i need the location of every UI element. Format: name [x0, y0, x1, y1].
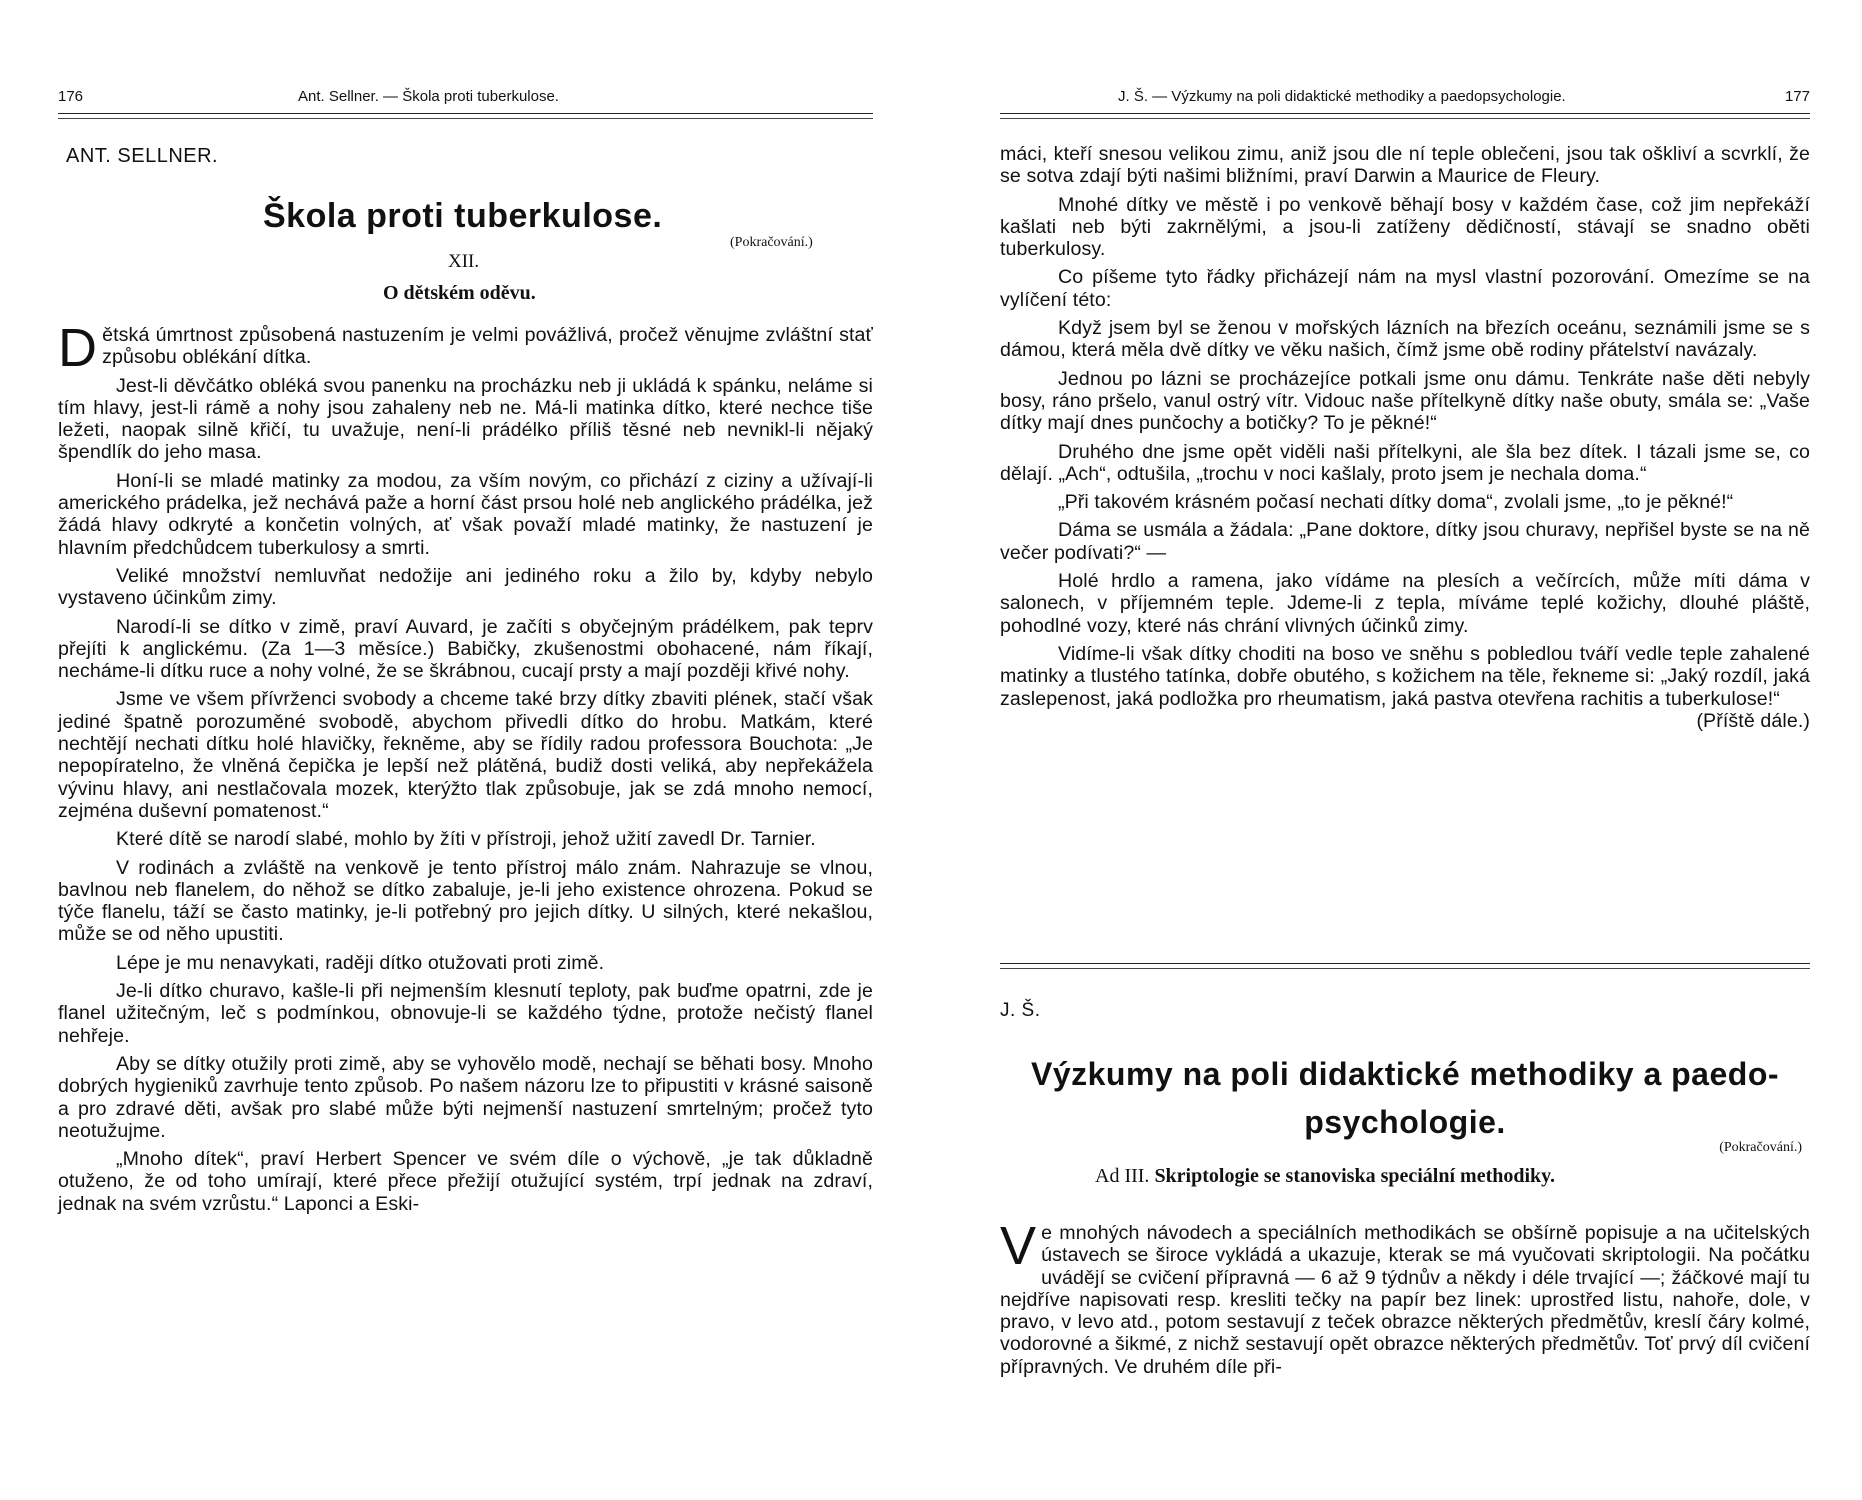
paragraph: Mnohé dítky ve městě i po venkově běhají bosy v každém čase, což jim nepřekáží kašlati neb býti zakrnělými, a jsou-li zatíženy dědičností, stávají se snadno oběti tuberkulosy.	[1000, 193, 1810, 261]
paragraph-text: e mnohých návodech a speciálních methodikách se obšírně popisuje a na učitelských ústavech se široce vykládá a ukazuje, kterak se má vyučovati skriptologii. Na počátku uvádějí se cvičení přípravná — 6 až 9 týdnův a někdy i déle trvající —; žáčkové mají tu nejdříve napisovati resp. kresliti tečky na papír bez linek: uprostřed listu, nahoře, dole, v pravo, v levo atd., potom sestavují z teček obrazce některých předmětův, kreslí čáry kolmé, vodorovné a šikmé, z nichž sestavují opět obrazce některých předmětův. Toť prvý díl cvičení přípravných. Ve druhém díle při-	[1000, 1222, 1810, 1378]
right-body-upper	[1000, 143, 1810, 732]
paragraph: Veliké množství nemluvňat nedožije ani jediného roku a žilo by, kdyby nebylo vystaveno účinkům zimy.	[58, 564, 873, 610]
paragraph: Jsme ve všem přívrženci svobody a chceme také brzy dítky zbaviti plének, stačí však jediné špatně porozuměné svobodě, abychom přivedli dítko do hrobu. Matkám, které nechtějí nechati dítku holé hlavičky, řekněme, aby se řídily radou professora Bouchota: „Je nepopíratelno, že vlněná čepička je lepší než plátěná, budiž dosti veliká, aby nepřekážela vývinu hlavy, ani nestlačovala mozek, kterýžto tlak způsobuje, jak se zdá mnoho nemocí, zejména duševní pomatenost.“	[58, 688, 873, 822]
article-author: ANT. SELLNER.	[66, 145, 219, 167]
paragraph-text: Vidíme-li však dítky choditi na boso ve sněhu s pobledlou tváří vedle teple zahalené matinky a tlustého tatínka, dobře obutého, s kožichem na těle, řekneme si: „Jaký rozdíl, jaká zaslepenost, jaká podložka pro rheumatism, jaká pastva otevřena rachitis a tuberkulose!“	[1000, 642, 1810, 710]
left-header-rule	[58, 113, 873, 119]
article-separator-rule	[1000, 963, 1810, 969]
paragraph: Je-li dítko churavo, kašle-li při nejmenším klesnutí teploty, pak buďme opatrni, zde je flanel užitečným, leč s podmínkou, obnovuje-li se každého týdne, protože nečistý flanel nehřeje.	[58, 980, 873, 1047]
paragraph: Druhého dne jsme opět viděli naši přítelkyni, ale šla bez dítek. I tázali jsme se, co dělají. „Ach“, odtušila, „trochu v noci kašlaly, proto jsem je nechala doma.“	[1000, 440, 1810, 485]
paragraph: Aby se dítky otužily proti zimě, aby se vyhovělo modě, nechají se běhati bosy. Mnoho dobrých hygieniků zavrhuje tento způsob. Po našem názoru lze to připustiti v krásné saisoně a pro zdravé děti, avšak pro slabé může býti nejmenší nastuzení smrtelným; pročež tyto neotužujme.	[58, 1052, 873, 1142]
paragraph: V rodinách a zvláště na venkově je tento přístroj málo znám. Nahrazuje se vlnou, bavlnou neb flanelem, do něhož se dítko zabaluje, je-li jeho existence ohrozena. Pokud se týče flanelu, táží se často matinky, je-li potřebný pro jejich dítky. U silných, které nekašlou, může se od něho upustiti.	[58, 856, 873, 946]
section-prefix: Ad III.	[1095, 1165, 1150, 1187]
paragraph: „Při takovém krásném počasí nechati dítky doma“, zvolali jsme, „to je pěkné!“	[1058, 491, 1734, 514]
paragraph: Lépe je mu nenavykati, raději dítko otužovati proti zimě.	[116, 951, 605, 974]
right-header-rule	[1000, 113, 1810, 119]
second-article-title: Výzkumy na poli didaktické methodiky a paedo-psychologie.	[1030, 1056, 1780, 1140]
paragraph: Které dítě se narodí slabé, mohlo by žíti v přístroji, jehož užití zavedl Dr. Tarnier.	[116, 828, 816, 851]
right-page-number: 177	[1784, 88, 1810, 105]
paragraph-text: ětská úmrtnost způsobená nastuzením je velmi povážlivá, pročež věnujme zvláštní stať způsobu oblékání dítka.	[102, 324, 873, 369]
paragraph: Jest-li děvčátko obléká svou panenku na procházku neb ji ukládá k spánku, neláme si tím hlavy, jest-li rámě a nohy jsou zahaleny neb ne. Má-li matinka dítko, které nechce tiše ležeti, naopak silně křičí, tu uvažuje, není-li prádélko příliš těsné neb nevnikl-li nějaký špendlík do jeho masa.	[58, 374, 873, 464]
paragraph: Holé hrdlo a ramena, jako vídáme na plesích a večírcích, může míti dáma v salonech, v příjemném teple. Jdeme-li z tepla, míváme teplé kožichy, dlouhé pláště, pohodlné vozy, které nás chrání vlivných účinků zimy.	[1000, 570, 1810, 637]
paragraph	[1000, 1216, 1810, 1378]
paragraph: máci, kteří snesou velikou zimu, aniž jsou dle ní teple oblečeni, jsou tak oškliví a scvrklí, že se sotva zdají býti našimi bližními, praví Darwin a Maurice de Fleury.	[1000, 143, 1810, 188]
right-running-head: J. Š. — Výzkumy na poli didaktické methodiky a paedopsychologie.	[1118, 88, 1566, 105]
paragraph: Dáma se usmála a žádala: „Pane doktore, dítky jsou churavy, nepřišel byste se na ně večer podívati?“ —	[1000, 519, 1810, 564]
paragraph	[58, 318, 873, 378]
second-continued-note: (Pokračování.)	[1719, 1140, 1802, 1155]
paragraph: Honí-li se mladé matinky za modou, za vším novým, co přichází z ciziny a užívají-li amerického prádelka, jež nechává paže a horní část prsou holé neb anglického prádélka, jež žádá hlavy odkryté a končetin volných, ať však považí mladé matinky, že nastuzení je hlavním předchůdcem tuberkulosy a smrti.	[58, 469, 873, 559]
drop-cap: D	[58, 318, 98, 378]
next-issue-note: (Příště dále.)	[1696, 709, 1810, 732]
right-page	[1000, 0, 1810, 1500]
paragraph: Když jsem byl se ženou v mořských lázních na březích oceánu, seznámili jsme se s dámou, která měla dvě dítky ve věku našich, čímž jsme obě rodiny přátelství navázaly.	[1000, 317, 1810, 362]
left-running-head: Ant. Sellner. — Škola proti tuberkulose.	[298, 88, 559, 105]
paragraph	[1000, 642, 1810, 732]
right-body-lower	[1000, 1216, 1810, 1384]
paragraph: Jednou po lázni se procházejíce potkali jsme onu dámu. Tenkráte naše děti nebyly bosy, ráno pršelo, vanul ostrý vítr. Vidouc naše přítelkyně dítky naše obuty, smála se: „Vaše dítky mají dnes punčochy a botičky? To je pěkné!“	[1000, 367, 1810, 435]
section-title: O dětském oděvu.	[383, 282, 536, 304]
left-page	[58, 0, 873, 1500]
continued-note: (Pokračování.)	[730, 235, 813, 250]
paragraph: Co píšeme tyto řádky přicházejí nám na mysl vlastní pozorování. Omezíme se na vylíčení této:	[1000, 266, 1810, 311]
section-title: Skriptologie se stanoviska speciální methodiky.	[1154, 1165, 1556, 1187]
left-page-number: 176	[58, 88, 84, 105]
second-section-heading	[1095, 1165, 1555, 1188]
second-article-author: J. Š.	[1000, 1000, 1041, 1021]
paragraph: „Mnoho dítek“, praví Herbert Spencer ve svém díle o výchově, „je tak důkladně otuženo, že od toho umírají, které přece přežijí otužující systém, trpí jednak na zdraví, jednak na svém vzrůstu.“ Laponci a Eski-	[58, 1148, 873, 1215]
section-number: XII.	[448, 251, 480, 272]
drop-cap: V	[1000, 1216, 1037, 1276]
paragraph: Narodí-li se dítko v zimě, praví Auvard, je začíti s obyčejným prádélkem, pak teprv přejíti k anglickému. (Za 1—3 měsíce.) Babičky, zkušenostmi obohacené, nám říkají, necháme-li dítku ruce a nohy volné, že se škrábnou, cucají prsty a mají později křivé nohy.	[58, 615, 873, 683]
article-title: Škola proti tuberkulose.	[263, 197, 663, 235]
left-body	[58, 318, 873, 1221]
